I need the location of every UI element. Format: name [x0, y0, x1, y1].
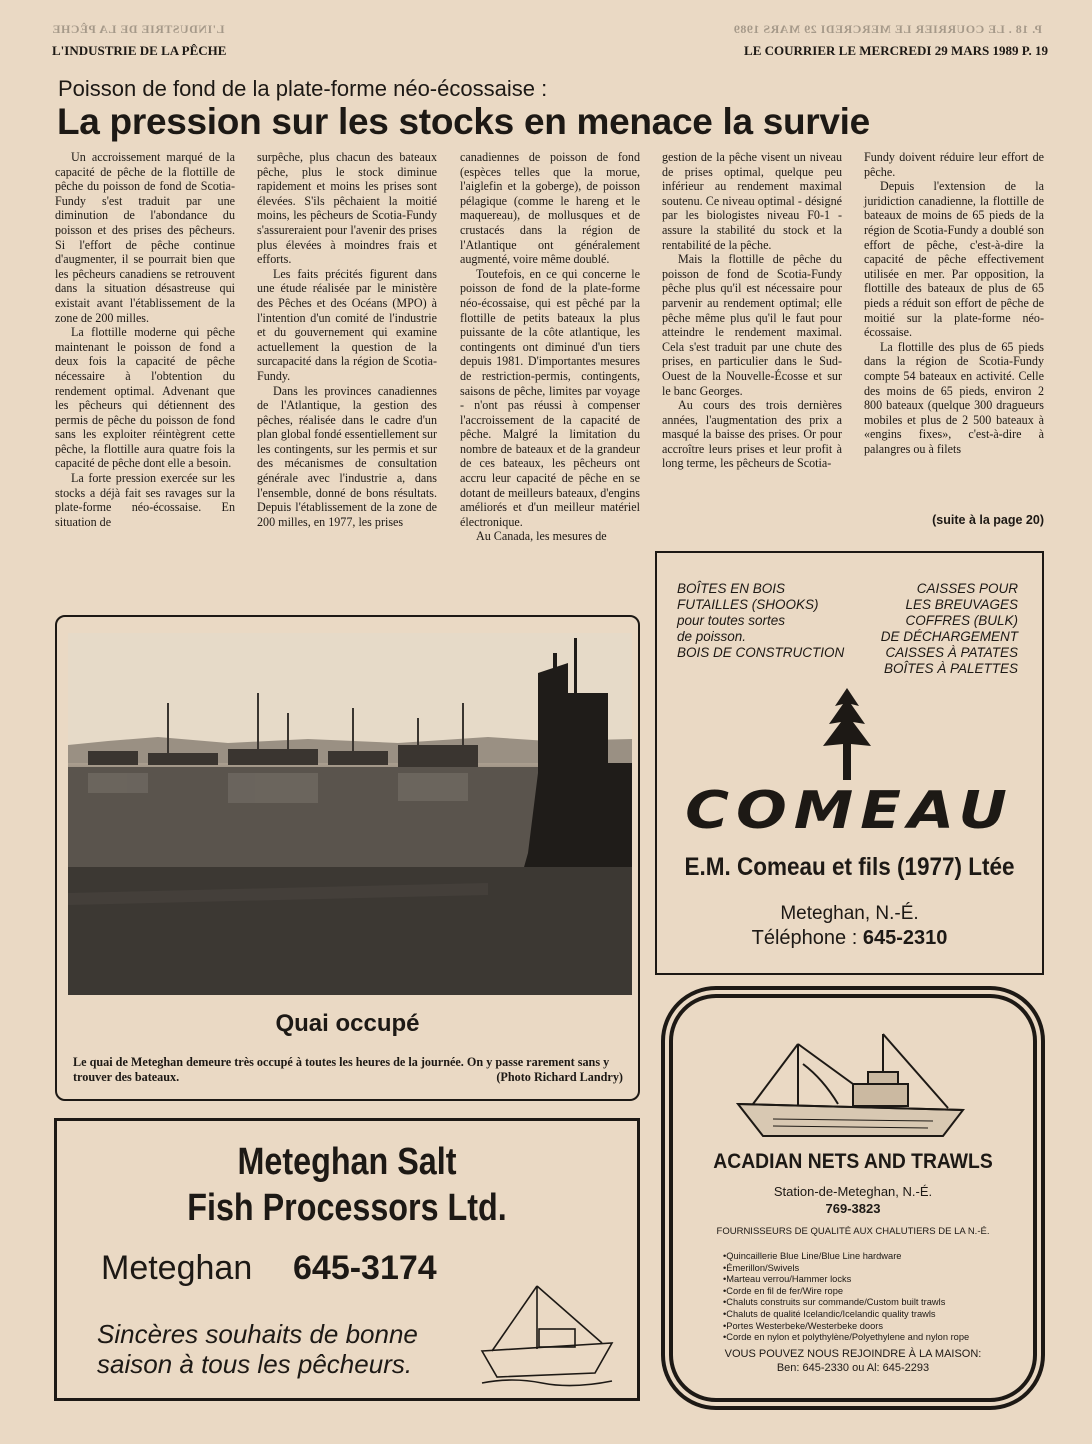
- acadian-city: Station-de-Meteghan, N.-É.: [773, 1184, 933, 1199]
- comeau-company-name: E.M. Comeau et fils (1977) Ltée: [684, 853, 1015, 881]
- acadian-phone: 769-3823: [825, 1201, 881, 1216]
- salt-phone: 645-3174: [293, 1249, 437, 1287]
- bleed-left: P. 18 . LE COURRIER LE MERCREDI 29 MARS 1989: [733, 22, 1042, 36]
- product-line: LES BREUVAGES: [905, 597, 1018, 612]
- product-line: CAISSES À PATATES: [885, 645, 1018, 660]
- list-item: • Quincaillerie Blue Line/Blue Line hardware: [723, 1251, 969, 1263]
- photo-title: Quai occupé: [275, 1010, 420, 1037]
- product-line: BOÎTES EN BOIS: [677, 581, 786, 596]
- photo-box: [55, 615, 640, 1101]
- paragraph: Un accroissement marqué de la capacité de pêche de la flottille de pêche du poisson de fond de Scotia-Fundy s'est traduit par une diminution de l'abondance du poisson et des prises des pêcheurs. Si l'effort de pêche continue d'augmenter, il se pourrait bien que les pêcheurs canadiens se retrouvent dans la situation désastreuse qui existait avant l'établissement de la zone de 200 milles.: [55, 150, 235, 325]
- harbour-photo: [68, 633, 632, 995]
- product-line: BOÎTES À PALETTES: [883, 661, 1018, 676]
- comeau-city: Meteghan, N.-É.: [780, 903, 919, 924]
- product-line: CAISSES POUR: [916, 581, 1018, 596]
- article-kicker: Poisson de fond de la plate-forme néo-écossaise :: [58, 76, 548, 101]
- paragraph: surpêche, plus chacun des bateaux pêche, plus le stock diminue rapidement et moins les prises sont élevées. S'ils pêchaient la moitié moins, les pêcheurs de Scotia-Fundy s'assureraient pour l'avenir des prises plus élevées à moindres frais et efforts.: [257, 150, 437, 267]
- acadian-contacts: Ben: 645-2330 ou Al: 645-2293: [776, 1362, 930, 1374]
- dateline: LE COURRIER LE MERCREDI 29 MARS 1989 P. 19: [744, 43, 1048, 58]
- fishing-boat-icon: [477, 1281, 617, 1391]
- article-headline: La pression sur les stocks en menace la survie: [57, 101, 870, 142]
- paragraph: La flottille des plus de 65 pieds dans la région de Scotia-Fundy compte 54 bateaux en activité. Celle des moins de 65 pieds, environ 2 800 bateaux (quelque 300 dragueurs mobiles et plus de 2 500 bateaux à «engins fixes», c'est-à-dire à palangres ou à filets: [864, 339, 1044, 456]
- paragraph: Toutefois, en ce qui concerne le poisson de fond de la plate-forme néo-écossaise, qui est pêché par la flottille de petits bateaux la plus puissante de la côte atlantique, les contingents ont diminué d'un tiers depuis 1981. D'importantes mesures de restriction-permis, contingents, saisons de pêche, limites par voyage - n'ont pas réussi à compenser l'accroissement de la capacité de pêche. Malgré la limitation du nombre de bateaux et de la grandeur de ces bateaux, les pêcheurs ont accru leur capacité de pêche en se dotant de meilleurs bateaux, d'engins améliorés et d'un meilleur matériel électronique.: [460, 266, 640, 529]
- comeau-products-right: [881, 581, 1018, 677]
- wish-line: Sincères souhaits de bonne: [97, 1319, 418, 1349]
- photo-caption: [73, 1055, 623, 1085]
- section-label: L'INDUSTRIE DE LA PÊCHE: [52, 43, 227, 58]
- paragraph: La flottille moderne qui pêche maintenant le poisson de fond a deux fois la capacité de pêche nécessaire à l'obtention du rendement optimal. Advenant que les pêcheurs qui détiennent des permis de pêche du poisson de fond sans les exploiter réintègrent cette pêche, la flottille aura quatre fois la capacité de pêche dont elle a besoin.: [55, 325, 235, 471]
- acadian-tagline: FOURNISSEURS DE QUALITÉ AUX CHALUTIERS DE LA N.-É.: [716, 1226, 990, 1237]
- continued-note: (suite à la page 20): [932, 513, 1044, 527]
- article-column-3: [460, 150, 640, 600]
- comeau-products-left: [677, 581, 844, 661]
- product-line: de poisson.: [677, 629, 747, 644]
- list-item: • Corde en nylon et polythylène/Polyethylene and nylon rope: [723, 1332, 969, 1344]
- list-item: • Portes Westerbeke/Westerbeke doors: [723, 1321, 969, 1333]
- article-column-1: [55, 150, 235, 600]
- product-line: COFFRES (BULK): [905, 613, 1018, 628]
- meteghan-salt-advertisement: [54, 1118, 640, 1401]
- trawler-illustration-icon: [733, 1024, 973, 1144]
- salt-wishes: [97, 1319, 418, 1379]
- acadian-title: ACADIAN NETS AND TRAWLS: [713, 1150, 993, 1173]
- bleed-through-header: [52, 22, 1042, 37]
- photo-credit: (Photo Richard Landry): [496, 1070, 623, 1084]
- salt-city: Meteghan: [101, 1249, 253, 1287]
- product-line: BOIS DE CONSTRUCTION: [677, 645, 845, 660]
- paragraph: canadiennes de poisson de fond (espèces telles que la morue, l'aiglefin et la goberge), de poisson pélagique (comme le hareng et le maquereau), de mollusques et de crustacés dans la région de l'Atlantique ont généralement augmenté, voire même doublé.: [460, 150, 640, 267]
- list-item: • Corde en fil de fer/Wire rope: [723, 1286, 969, 1298]
- paragraph: Au Canada, les mesures de: [476, 529, 607, 544]
- paragraph: La forte pression exercée sur les stocks a déjà fait ses ravages sur la plate-forme néo-écossaise. En situation de: [55, 471, 235, 529]
- phone-number: 645-2310: [862, 927, 948, 949]
- paragraph: Au cours des trois dernières années, l'augmentation des prix a masqué la baisse des prises. Or pour accroître leurs prises et leur profit à long terme, les pêcheurs de Scotia-: [662, 398, 842, 471]
- page-header: [52, 43, 1048, 67]
- comeau-phone: [657, 927, 1042, 950]
- paragraph: Fundy doivent réduire leur effort de pêche.: [864, 150, 1044, 179]
- list-item: • Chaluts de qualité Icelandic/Icelandic quality trawls: [723, 1309, 969, 1321]
- article-column-2: [257, 150, 437, 600]
- comeau-advertisement: [655, 551, 1044, 975]
- tree-logo-icon: [817, 688, 877, 780]
- article-column-4: [662, 150, 842, 530]
- list-item: • Chaluts construits sur commande/Custom built trawls: [723, 1297, 969, 1309]
- acadian-nets-advertisement: [661, 986, 1045, 1410]
- article-column-5: [864, 150, 1044, 530]
- list-item: • Marteau verrou/Hammer locks: [723, 1274, 969, 1286]
- bleed-right: L'INDUSTRIE DE LA PÊCHE: [52, 22, 225, 36]
- wish-line: saison à tous les pêcheurs.: [97, 1349, 413, 1379]
- paragraph: Depuis l'extension de la juridiction canadienne, la flottille de bateaux de moins de 65 pieds de la région de Scotia-Fundy a doublé son effort de pêche, c'est-à-dire la capacité de pêche effectivement utilisée en mer. Par opposition, la flottille des bateaux de plus de 65 pieds a réduit son effort de pêche de moitié sur la plate-forme néo-écossaise.: [864, 179, 1044, 340]
- paragraph: Dans les provinces canadiennes de l'Atlantique, la gestion des pêches, réalisée dans le cadre d'un plan global fondé essentiellement sur les contingents, sur les permis et sur des mécanismes de consultation générale avec l'industrie a, dans l'ensemble, donné de bons résultats. Depuis l'établissement de la zone de 200 milles, en 1977, les prises: [257, 383, 438, 529]
- company-line: Fish Processors Ltd.: [187, 1187, 507, 1229]
- company-line: Meteghan Salt: [237, 1141, 457, 1183]
- paragraph: gestion de la pêche visent un niveau de prises optimal, quelque peu inférieur au rendement maximal soutenu. Ce niveau optimal - désigné par les biologistes niveau F0-1 - assure la stabilité du stock et la rentabilité de la pêche.: [662, 150, 842, 252]
- product-line: pour toutes sortes: [677, 613, 786, 628]
- product-line: FUTAILLES (SHOOKS): [677, 597, 819, 612]
- caption-text: Le quai de Meteghan demeure très occupé à toutes les heures de la journée. On y passe rarement sans y trouver des bateaux.: [73, 1055, 610, 1084]
- salt-company-name: [101, 1139, 594, 1231]
- phone-label: Téléphone :: [751, 927, 863, 949]
- acadian-product-list: [723, 1251, 969, 1344]
- comeau-logo: COMEAU: [685, 781, 1014, 841]
- product-line: DE DÉCHARGEMENT: [880, 629, 1018, 644]
- acadian-cta: VOUS POUVEZ NOUS REJOINDRE À LA MAISON:: [724, 1348, 982, 1360]
- paragraph: Les faits précités figurent dans une étude réalisée par le ministère des Pêches et des Océans (MPO) à l'intention d'un comité de l'industrie et du gouvernement qui examine actuellement la question de la surcapacité dans la région de Scotia-Fundy.: [257, 266, 437, 383]
- list-item: • Émerillon/Swivels: [723, 1263, 969, 1275]
- paragraph: Mais la flottille de pêche du poisson de fond de Scotia-Fundy pêche plus qu'il est nécessaire pour parvenir au rendement optimal; elle pêche même plus qu'il le faut pour atteindre le rendement maximal. Cela s'est traduit par une chute des prises, en particulier dans le Sud-Ouest de la Nouvelle-Écosse et sur le banc Georges.: [662, 252, 842, 398]
